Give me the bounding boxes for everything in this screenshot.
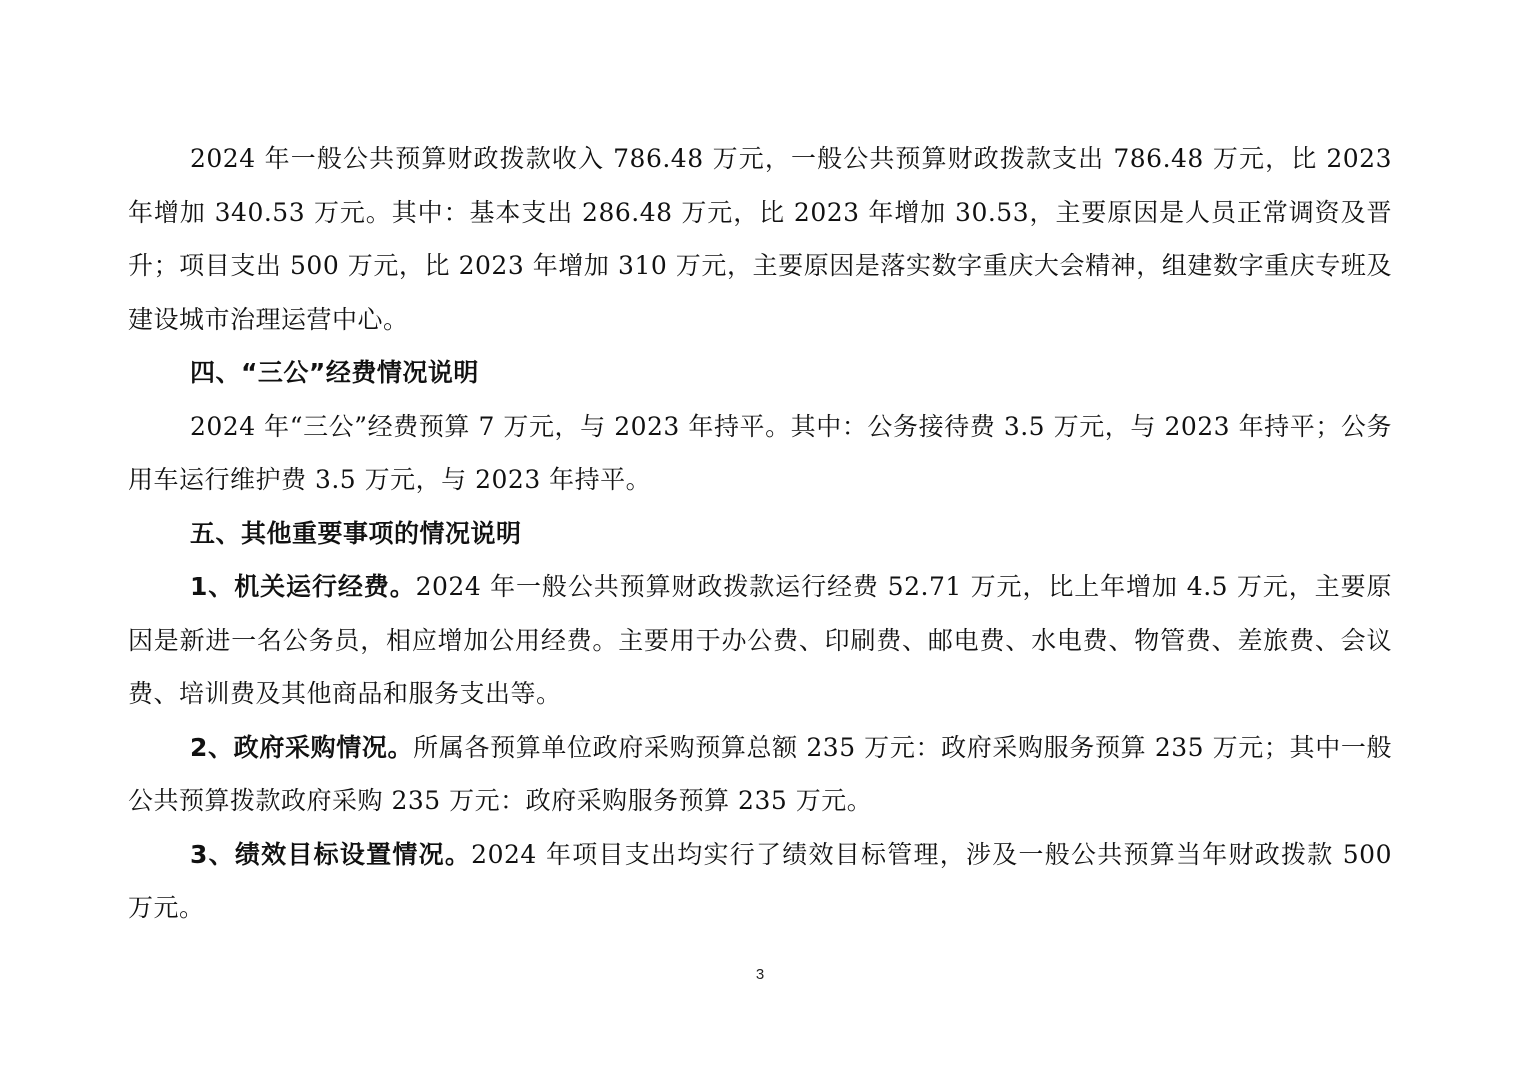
operating-expenses-paragraph <box>128 560 1392 721</box>
section-heading-other-matters: 五、其他重要事项的情况说明 <box>190 518 522 548</box>
performance-targets-text: 2024 年项目支出均实行了绩效目标管理，涉及一般公共预算当年财政拨款 500 万元。 <box>128 839 1392 922</box>
operating-expenses-text: 2024 年一般公共预算财政拨款运行经费 52.71 万元，比上年增加 4.5 万元，主要原因是新进一名公务员，相应增加公用经费。主要用于办公费、印刷费、邮电费、水电费、物管费、差旅费、会议费、培训费及其他商品和服务支出等。 <box>128 572 1392 708</box>
operating-expenses-lead: 1、机关运行经费。 <box>190 572 416 601</box>
page-number: 3 <box>755 966 765 983</box>
performance-targets-paragraph <box>128 828 1392 935</box>
government-procurement-lead: 2、政府采购情况。 <box>190 732 414 762</box>
section-heading-three-public-expenses: 四、“三公”经费情况说明 <box>190 358 479 387</box>
government-procurement-text: 所属各预算单位政府采购预算总额 235 万元：政府采购服务预算 235 万元；其中一般公共预算拨款政府采购 235 万元：政府采购服务预算 235 万元。 <box>128 732 1392 815</box>
government-procurement-paragraph <box>128 721 1392 828</box>
budget-appropriation-paragraph: 2024 年一般公共预算财政拨款收入 786.48 万元，一般公共预算财政拨款支出 786.48 万元，比 2023 年增加 340.53 万元。其中：基本支出 286.48 万元，比 2023 年增加 30.53，主要原因是人员正常调资及晋升；项目支出 500 万元，比 2023 年增加 310 万元，主要原因是落实数字重庆大会精神，组建数字重庆专班及建设城市治理运营中心。 <box>128 144 1392 334</box>
three-public-expenses-paragraph: 2024 年“三公”经费预算 7 万元，与 2023 年持平。其中：公务接待费 3.5 万元，与 2023 年持平；公务用车运行维护费 3.5 万元，与 2023 年持平。 <box>128 411 1392 494</box>
performance-targets-lead: 3、绩效目标设置情况。 <box>190 839 472 869</box>
document-body <box>128 132 1392 935</box>
